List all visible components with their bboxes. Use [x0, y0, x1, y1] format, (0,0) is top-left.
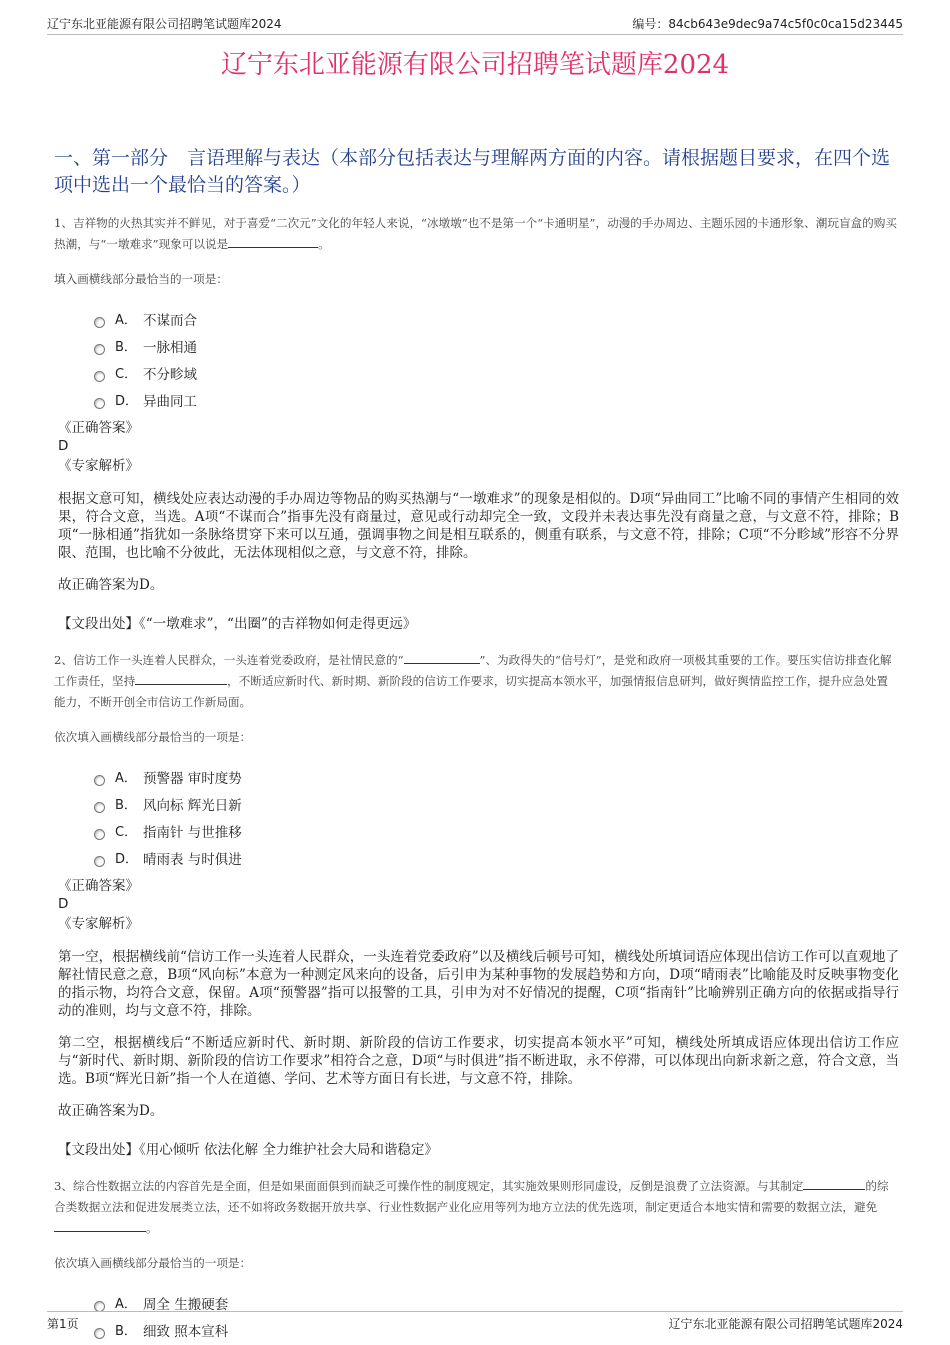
question-2 [54, 650, 899, 1158]
question-prompt: 依次填入画横线部分最恰当的一项是： [54, 730, 252, 744]
radio-icon[interactable] [94, 856, 105, 867]
answer-blank [228, 234, 318, 248]
option-text: 不分畛域 [143, 366, 197, 383]
analysis-paragraph: 第二空，根据横线后“不断适应新时代、新时期、新阶段的信访工作要求，切实提高本领水平”可知，横线处所填成语应体现出信访工作应与“新时代、新时期、新阶段的信访工作要求”相符合之意，D项“与时俱进”指不断进取，永不停滞，可以体现出向新求新之意，符合文意，当选。B项“辉光日新”指一个人在道德、学问、艺术等方面日有长进，与文意不符，排除。 [58, 1035, 899, 1087]
stem-text: 1、吉祥物的火热其实并不鲜见，对于喜爱“二次元”文化的年轻人来说，“冰墩墩”也不是第一个“卡通明星”，动漫的手办周边、主题乐园的卡通形象、潮玩盲盒的购买热潮，与“一墩难求”现象可以说是 [54, 216, 897, 251]
option-list [94, 305, 899, 413]
header-serial: 编号：84cb643e9dec9a74c5f0c0ca15d23445 [632, 17, 903, 31]
analysis-label: 《专家解析》 [58, 458, 139, 474]
question-1 [54, 213, 899, 632]
option-letter: B． [115, 1324, 137, 1339]
stem-text: 3、综合性数据立法的内容首先是全面，但是如果面面俱到而缺乏可操作性的制度规定，其实施效果则形同虚设，反倒是浪费了立法资源。与其制定 [54, 1179, 804, 1193]
option-d[interactable] [94, 844, 899, 871]
analysis-paragraph: 故正确答案为D。 [58, 577, 164, 593]
correct-answer: D [58, 896, 69, 912]
analysis-label: 《专家解析》 [58, 916, 139, 932]
option-text: 指南针 与世推移 [143, 824, 242, 841]
option-a[interactable] [94, 763, 899, 790]
option-letter: A． [115, 771, 137, 786]
option-letter: A． [115, 1297, 137, 1312]
radio-icon[interactable] [94, 371, 105, 382]
stem-text: 。 [318, 237, 330, 251]
option-b[interactable] [94, 332, 899, 359]
option-letter: C． [115, 825, 138, 840]
option-text: 晴雨表 与时俱进 [143, 851, 242, 868]
question-stem [54, 1176, 899, 1239]
question-stem [54, 213, 899, 255]
analysis-paragraph: 第一空，根据横线前“信访工作一头连着人民群众，一头连着党委政府”以及横线后顿号可知，横线处所填词语应体现出信访工作可以直观地了解社情民意之意，B项“风向标”本意为一种测定风来向的设备，后引申为某种事物的发展趋势和方向，D项“晴雨表”比喻能及时反映事物变化的指示物，均符合文意，保留。A项“预警器”指可以报警的工具，引申为对不好情况的提醒，C项“指南针”比喻辨别正确方向的依据或指导行动的准则，均与文意不符，排除。 [58, 949, 899, 1019]
option-text: 风向标 辉光日新 [143, 797, 242, 814]
stem-text: 的综合类数据立法和促进发展类立法，还不如将政务数据开放共享、行业性数据产业化应用等列为地方立法的优先选项，制定更适合本地实情和需要的数据立法，避免 [54, 1179, 889, 1214]
option-a[interactable] [94, 305, 899, 332]
option-letter: D． [115, 852, 139, 867]
question-prompt: 填入画横线部分最恰当的一项是： [54, 272, 228, 286]
answer-label: 《正确答案》 [58, 420, 139, 436]
radio-icon[interactable] [94, 775, 105, 786]
header-left: 辽宁东北亚能源有限公司招聘笔试题库2024 [47, 17, 282, 31]
option-letter: C． [115, 367, 138, 382]
option-text: 不谋而合 [143, 312, 197, 329]
stem-text: 。 [146, 1221, 158, 1235]
radio-icon[interactable] [94, 344, 105, 355]
answer-blank [404, 650, 480, 664]
option-text: 细致 照本宣科 [143, 1323, 229, 1340]
stem-text: 2、信访工作一头连着人民群众，一头连着党委政府，是社情民意的“ [54, 653, 404, 667]
analysis-paragraph: 根据文意可知，横线处应表达动漫的手办周边等物品的购买热潮与“一墩难求”的现象是相似的。D项“异曲同工”比喻不同的事情产生相同的效果，符合文意，当选。A项“不谋而合”指事先没有商量过，意见或行动却完全一致，文段并未表达事先没有商量之意，与文意不符，排除；B项“一脉相通”指犹如一条脉络贯穿下来可以互通，强调事物之间是相互联系的，侧重有联系，与文意不符，排除；C项“不分畛域”形容不分界限、范围，也比喻不分彼此，无法体现相似之意，与文意不符，排除。 [58, 491, 899, 561]
source-citation: 【文段出处】《用心倾听 依法化解 全力维护社会大局和谐稳定》 [58, 1142, 438, 1158]
page-number: 第1页 [47, 1317, 79, 1331]
analysis-paragraph: 故正确答案为D。 [58, 1103, 164, 1119]
option-text: 周全 生搬硬套 [143, 1296, 229, 1313]
source-citation: 【文段出处】《“一墩难求”，“出圈”的吉祥物如何走得更远》 [58, 616, 417, 632]
option-text: 异曲同工 [143, 393, 197, 410]
answer-label: 《正确答案》 [58, 878, 139, 894]
answer-blank [803, 1176, 865, 1190]
question-stem [54, 650, 899, 713]
correct-answer: D [58, 438, 69, 454]
radio-icon[interactable] [94, 317, 105, 328]
answer-blank [54, 1218, 146, 1232]
stem-text: ”、为政得失的“信号灯”，是党和政府一项极其重要的工作。要压实信访排查化解工作责任，坚持 [54, 653, 892, 688]
section-heading: 一、第一部分 言语理解与表达（本部分包括表达与理解两方面的内容。请根据题目要求，在四个选项中选出一个最恰当的答案。） [54, 147, 891, 196]
question-prompt: 依次填入画横线部分最恰当的一项是： [54, 1256, 252, 1270]
radio-icon[interactable] [94, 829, 105, 840]
option-c[interactable] [94, 359, 899, 386]
question-list [54, 213, 899, 1343]
option-text: 预警器 审时度势 [143, 770, 242, 787]
radio-icon[interactable] [94, 802, 105, 813]
option-letter: B． [115, 340, 137, 355]
option-c[interactable] [94, 817, 899, 844]
option-text: 一脉相通 [143, 339, 197, 356]
page-footer [47, 1311, 903, 1334]
option-d[interactable] [94, 386, 899, 413]
option-letter: B． [115, 798, 137, 813]
footer-title: 辽宁东北亚能源有限公司招聘笔试题库2024 [668, 1317, 903, 1331]
document-title: 辽宁东北亚能源有限公司招聘笔试题库2024 [220, 50, 730, 80]
option-letter: A． [115, 313, 137, 328]
page-header [47, 12, 903, 35]
option-letter: D． [115, 394, 139, 409]
option-b[interactable] [94, 790, 899, 817]
answer-blank [135, 671, 227, 685]
stem-text: ，不断适应新时代、新时期、新阶段的信访工作要求，切实提高本领水平，加强情报信息研判，做好舆情监控工作，提升应急处置能力，不断开创全市信访工作新局面。 [54, 674, 889, 709]
radio-icon[interactable] [94, 398, 105, 409]
option-list [94, 763, 899, 871]
